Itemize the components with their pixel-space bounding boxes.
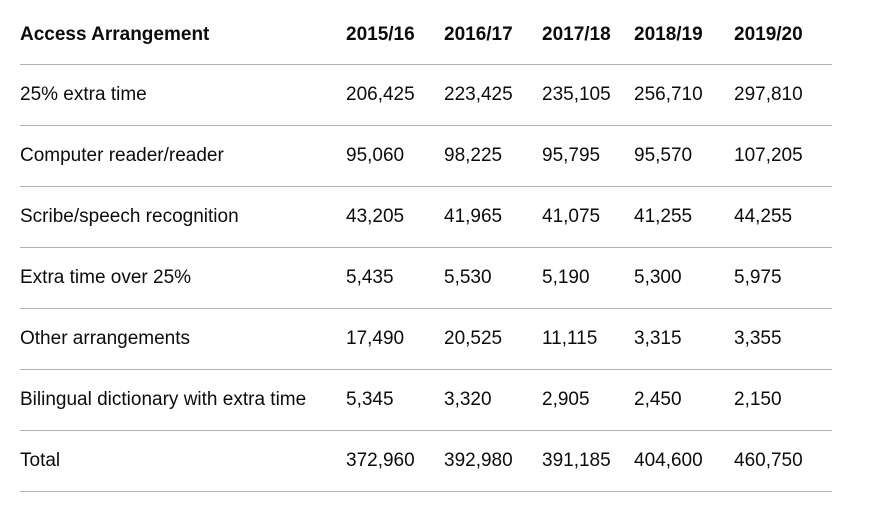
table-cell: 5,300	[634, 248, 734, 309]
table-cell: 3,320	[444, 370, 542, 431]
row-label: Scribe/speech recognition	[20, 187, 346, 248]
table-row	[20, 65, 832, 126]
header-2019-20: 2019/20	[734, 6, 832, 65]
row-label: 25% extra time	[20, 65, 346, 126]
table-cell: 17,490	[346, 309, 444, 370]
table-cell: 5,975	[734, 248, 832, 309]
table-cell: 297,810	[734, 65, 832, 126]
table-row	[20, 248, 832, 309]
table-cell: 2,450	[634, 370, 734, 431]
table-cell: 256,710	[634, 65, 734, 126]
table-cell: 5,345	[346, 370, 444, 431]
header-access-arrangement: Access Arrangement	[20, 6, 346, 65]
header-2017-18: 2017/18	[542, 6, 634, 65]
table-cell: 235,105	[542, 65, 634, 126]
table-cell: 43,205	[346, 187, 444, 248]
table-cell: 392,980	[444, 431, 542, 492]
table-cell: 206,425	[346, 65, 444, 126]
table-cell: 404,600	[634, 431, 734, 492]
row-label: Total	[20, 431, 346, 492]
table-cell: 3,355	[734, 309, 832, 370]
row-label: Bilingual dictionary with extra time	[20, 370, 346, 431]
table-cell: 2,150	[734, 370, 832, 431]
table-cell: 41,075	[542, 187, 634, 248]
row-label: Other arrangements	[20, 309, 346, 370]
table-cell: 391,185	[542, 431, 634, 492]
table-cell: 95,795	[542, 126, 634, 187]
table-cell: 20,525	[444, 309, 542, 370]
table-cell: 2,905	[542, 370, 634, 431]
table-cell: 5,190	[542, 248, 634, 309]
table-cell: 98,225	[444, 126, 542, 187]
access-arrangements-table	[20, 6, 832, 492]
table-cell: 3,315	[634, 309, 734, 370]
header-2015-16: 2015/16	[346, 6, 444, 65]
row-label: Computer reader/reader	[20, 126, 346, 187]
table-row	[20, 187, 832, 248]
table-row	[20, 309, 832, 370]
table-header-row	[20, 6, 832, 65]
table-cell: 41,255	[634, 187, 734, 248]
table-row	[20, 370, 832, 431]
header-2018-19: 2018/19	[634, 6, 734, 65]
table-cell: 44,255	[734, 187, 832, 248]
table-cell: 223,425	[444, 65, 542, 126]
table-row-total	[20, 431, 832, 492]
table-cell: 5,530	[444, 248, 542, 309]
table-cell: 41,965	[444, 187, 542, 248]
table-row	[20, 126, 832, 187]
table-cell: 95,570	[634, 126, 734, 187]
table-cell: 107,205	[734, 126, 832, 187]
table-cell: 5,435	[346, 248, 444, 309]
row-label: Extra time over 25%	[20, 248, 346, 309]
table-cell: 11,115	[542, 309, 634, 370]
table-cell: 95,060	[346, 126, 444, 187]
table-cell: 372,960	[346, 431, 444, 492]
header-2016-17: 2016/17	[444, 6, 542, 65]
table-cell: 460,750	[734, 431, 832, 492]
